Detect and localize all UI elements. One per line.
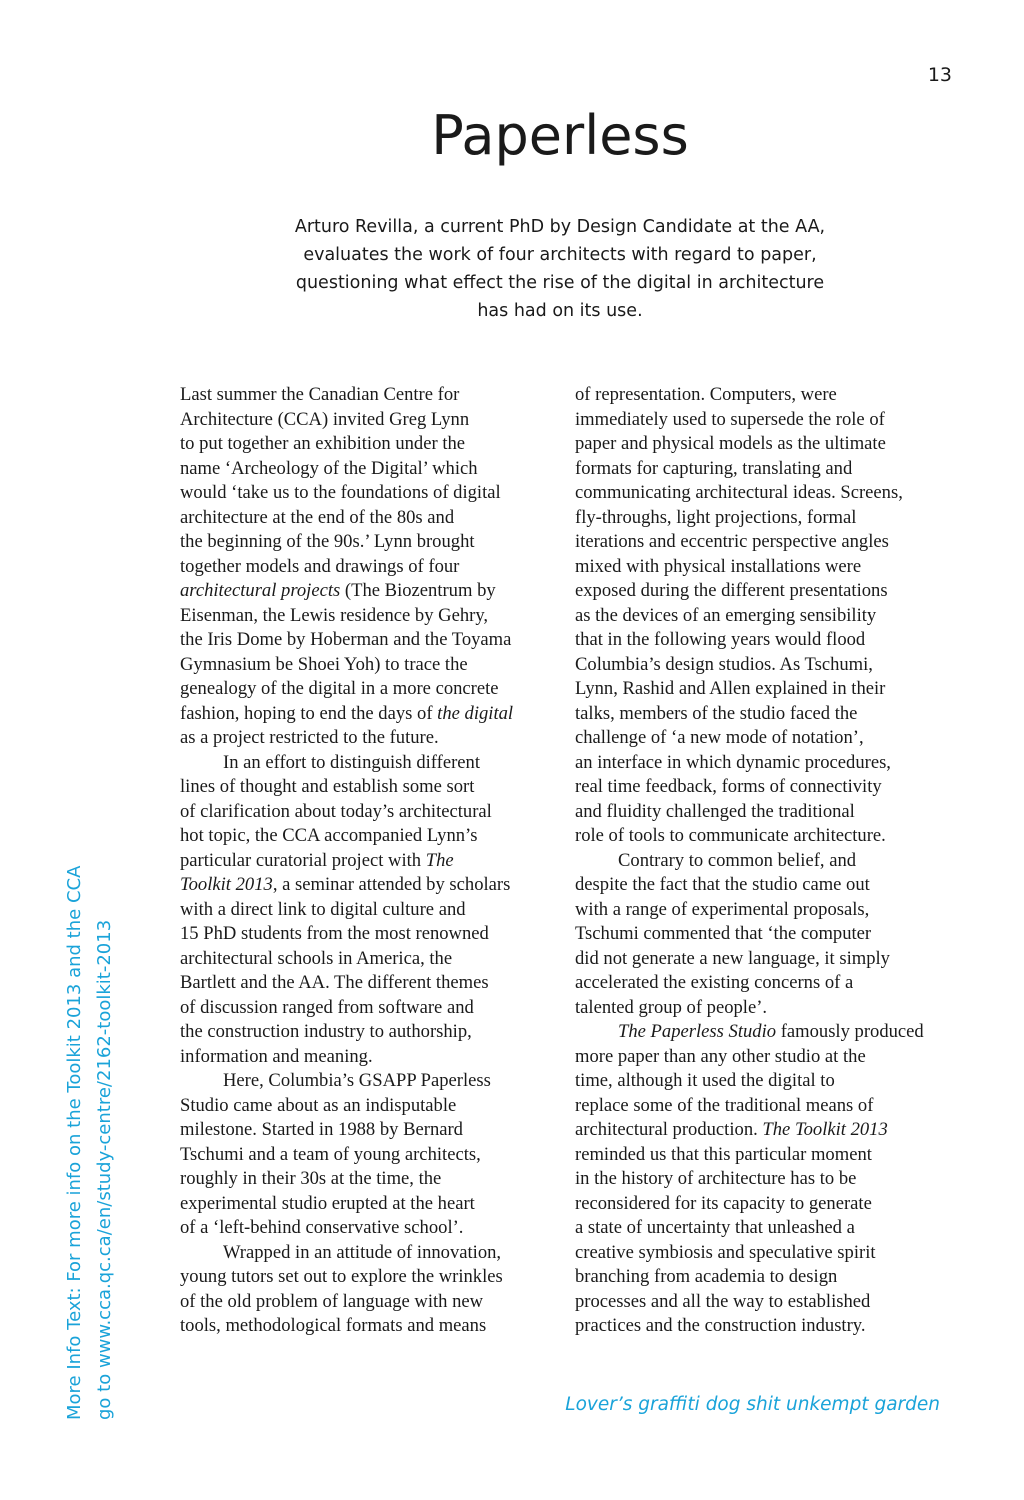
body-line: name ‘Archeology of the Digital’ which: [180, 457, 478, 479]
italic-phrase: Toolkit 2013: [180, 874, 273, 895]
body-line: Gymnasium be Shoei Yoh) to trace the: [180, 653, 468, 675]
body-line: of a ‘left-behind conservative school’.: [180, 1217, 464, 1238]
body-line: milestone. Started in 1988 by Bernard: [180, 1119, 463, 1140]
body-column-right: [575, 383, 947, 1339]
article-title: Paperless: [431, 104, 689, 167]
body-line: formats for capturing, translating and: [575, 457, 853, 479]
body-line: branching from academia to design: [575, 1266, 838, 1287]
body-line: a state of uncertainty that unleashed a: [575, 1217, 855, 1238]
body-line: Last summer the Canadian Centre for: [180, 384, 460, 405]
body-line: In an effort to distinguish different: [223, 751, 480, 773]
body-line: despite the fact that the studio came out: [575, 874, 870, 895]
standfirst: [250, 213, 870, 325]
body-line: architecture at the end of the 80s and: [180, 506, 455, 528]
body-line: architectural schools in America, the: [180, 947, 453, 969]
body-line: replace some of the traditional means of: [575, 1094, 874, 1116]
body-line: of the old problem of language with new: [180, 1290, 484, 1312]
body-line: reconsidered for its capacity to generate: [575, 1192, 872, 1214]
body-line: with a range of experimental proposals,: [575, 898, 870, 920]
italic-phrase: architectural projects: [180, 580, 341, 601]
sidebar-info-line: More Info Text: For more info on the Toolkit 2013 and the CCA: [64, 865, 85, 1420]
body-line: Studio came about as an indisputable: [180, 1094, 457, 1116]
body-line: iterations and eccentric perspective angles: [575, 531, 889, 552]
body-line: reminded us that this particular moment: [575, 1143, 872, 1165]
body-line: mixed with physical installations were: [575, 555, 862, 577]
body-line: more paper than any other studio at the: [575, 1045, 866, 1067]
body-line: talks, members of the studio faced the: [575, 702, 858, 724]
body-line: of representation. Computers, were: [575, 384, 837, 405]
body-line: Architecture (CCA) invited Greg Lynn: [180, 408, 470, 430]
sidebar-info-url: go to www.cca.qc.ca/en/study-centre/2162-toolkit-2013: [94, 919, 115, 1420]
body-line: 15 PhD students from the most renowned: [180, 923, 489, 944]
body-line: the beginning of the 90s.’ Lynn brought: [180, 531, 475, 552]
body-line: would ‘take us to the foundations of digital: [180, 482, 501, 503]
body-line: did not generate a new language, it simply: [575, 947, 890, 969]
body-line: young tutors set out to explore the wrinkles: [180, 1266, 503, 1287]
body-line: particular curatorial project with The: [180, 849, 454, 871]
body-line: challenge of ‘a new mode of notation’,: [575, 727, 864, 748]
italic-phrase: The Paperless Studio: [618, 1021, 777, 1042]
body-line: Lynn, Rashid and Allen explained in their: [575, 678, 886, 699]
body-line: an interface in which dynamic procedures,: [575, 751, 891, 773]
body-line: lines of thought and establish some sort: [180, 776, 475, 797]
body-line: that in the following years would flood: [575, 629, 866, 650]
body-line: as a project restricted to the future.: [180, 727, 439, 748]
body-line: practices and the construction industry.: [575, 1315, 866, 1336]
body-line: the construction industry to authorship,: [180, 1021, 472, 1042]
body-line: Toolkit 2013, a seminar attended by scholars: [180, 874, 511, 895]
body-line: as the devices of an emerging sensibility: [575, 604, 877, 626]
body-line: real time feedback, forms of connectivity: [575, 776, 882, 797]
body-line: with a direct link to digital culture and: [180, 898, 466, 920]
body-line: Tschumi and a team of young architects,: [180, 1143, 481, 1165]
standfirst-line: questioning what effect the rise of the digital in architecture: [295, 273, 825, 293]
body-line: role of tools to communicate architecture.: [575, 825, 886, 846]
body-line: of discussion ranged from software and: [180, 996, 474, 1018]
body-line: fly-throughs, light projections, formal: [575, 506, 857, 528]
body-line: and fluidity challenged the traditional: [575, 800, 855, 822]
body-line: roughly in their 30s at the time, the: [180, 1168, 442, 1189]
body-line: Here, Columbia’s GSAPP Paperless: [223, 1070, 491, 1091]
page-number: 13: [927, 64, 952, 86]
body-line: to put together an exhibition under the: [180, 433, 466, 454]
body-line: talented group of people’.: [575, 996, 768, 1018]
sidebar-more-info: [60, 800, 120, 1420]
body-line: exposed during the different presentations: [575, 580, 888, 601]
body-line: architectural projects (The Biozentrum by: [180, 580, 496, 601]
body-line: the Iris Dome by Hoberman and the Toyama: [180, 629, 512, 650]
body-line: information and meaning.: [180, 1045, 373, 1067]
footer-caption: Lover’s graffiti dog shit unkempt garden: [565, 1394, 940, 1415]
body-line: creative symbiosis and speculative spirit: [575, 1241, 876, 1263]
body-line: together models and drawings of four: [180, 555, 460, 577]
body-line: Bartlett and the AA. The different themes: [180, 972, 489, 993]
standfirst-line: Arturo Revilla, a current PhD by Design Candidate at the AA,: [294, 217, 826, 237]
italic-phrase: the digital: [437, 702, 514, 724]
body-line: time, although it used the digital to: [575, 1070, 835, 1091]
italic-phrase: The: [425, 849, 454, 871]
body-line: Wrapped in an attitude of innovation,: [223, 1241, 502, 1263]
body-line: Columbia’s design studios. As Tschumi,: [575, 653, 873, 675]
body-line: immediately used to supersede the role of: [575, 408, 885, 430]
body-line: Eisenman, the Lewis residence by Gehry,: [180, 604, 489, 626]
body-line: Tschumi commented that ‘the computer: [575, 923, 872, 944]
standfirst-line: has had on its use.: [477, 301, 643, 321]
body-line: tools, methodological formats and means: [180, 1315, 487, 1336]
body-column-left: [180, 383, 552, 1339]
body-line: in the history of architecture has to be: [575, 1168, 857, 1189]
body-line: hot topic, the CCA accompanied Lynn’s: [180, 825, 478, 846]
italic-phrase: The Toolkit 2013: [762, 1119, 888, 1140]
body-line: The Paperless Studio famously produced: [618, 1021, 924, 1042]
body-line: genealogy of the digital in a more concrete: [180, 678, 499, 699]
body-line: experimental studio erupted at the heart: [180, 1192, 475, 1214]
body-line: fashion, hoping to end the days of the digital: [180, 702, 514, 724]
body-line: paper and physical models as the ultimate: [575, 433, 886, 454]
body-line: of clarification about today’s architectural: [180, 800, 492, 822]
standfirst-line: evaluates the work of four architects with regard to paper,: [303, 245, 817, 265]
body-line: accelerated the existing concerns of a: [575, 972, 854, 993]
body-line: processes and all the way to established: [575, 1290, 871, 1312]
body-line: architectural production. The Toolkit 2013: [575, 1119, 888, 1140]
body-line: Contrary to common belief, and: [618, 849, 857, 871]
body-line: communicating architectural ideas. Screens,: [575, 482, 903, 503]
